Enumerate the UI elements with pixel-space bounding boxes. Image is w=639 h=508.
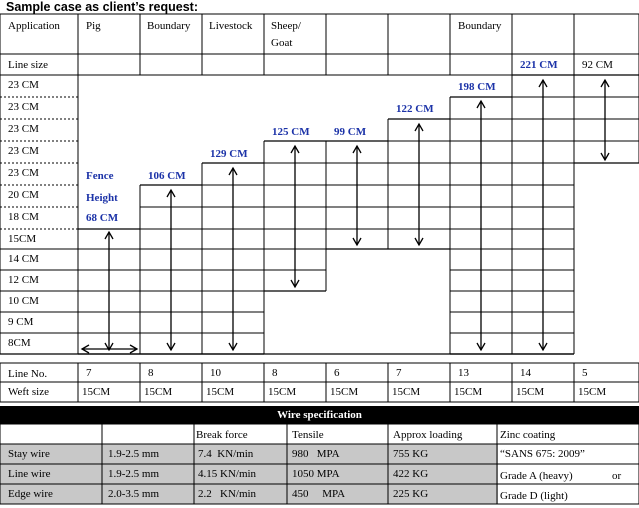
spec-cell: Line wire bbox=[8, 468, 51, 480]
row-label: 23 CM bbox=[8, 167, 39, 179]
row-label: 23 CM bbox=[8, 79, 39, 91]
spec-cell: 225 KG bbox=[393, 488, 429, 500]
height-value-sheep: 125 CM bbox=[272, 126, 310, 138]
line-no-value: 8 bbox=[148, 367, 154, 379]
col-header-7: Boundary bbox=[458, 20, 502, 32]
spec-cell: 2.2 KN/min bbox=[198, 488, 257, 500]
row-label: 20 CM bbox=[8, 189, 39, 201]
line-no-value: 6 bbox=[334, 367, 340, 379]
page-title: Sample case as client’s request: bbox=[6, 0, 198, 14]
row-label: 9 CM bbox=[8, 316, 34, 328]
weft-size-value: 15CM bbox=[392, 386, 421, 398]
col-header-3: Livestock bbox=[209, 20, 253, 32]
height-value-col9: 92 CM bbox=[582, 59, 613, 71]
line-no-value: 10 bbox=[210, 367, 221, 379]
spec-cell: 450 MPA bbox=[292, 488, 346, 500]
spec-cell: 755 KG bbox=[393, 448, 429, 460]
weft-size-value: 15CM bbox=[144, 386, 173, 398]
row-label: 23 CM bbox=[8, 145, 39, 157]
row-label: 15CM bbox=[8, 233, 37, 245]
row-label: 12 CM bbox=[8, 274, 39, 286]
col-header-4: Sheep/ Goat bbox=[271, 20, 301, 49]
spec-cell: 422 KG bbox=[393, 468, 429, 480]
height-value-col6: 122 CM bbox=[396, 103, 434, 115]
row-label: 23 CM bbox=[8, 123, 39, 135]
line-no-value: 7 bbox=[86, 367, 92, 379]
line-no-value: 13 bbox=[458, 367, 469, 379]
zinc-standard: “SANS 675: 2009” bbox=[500, 448, 585, 460]
height-value-pig: 68 CM bbox=[86, 212, 119, 224]
weft-size-value: 15CM bbox=[578, 386, 607, 398]
weft-size-value: 15CM bbox=[206, 386, 235, 398]
weft-size-value: 15CM bbox=[330, 386, 359, 398]
spec-cell: 7.4 KN/min bbox=[198, 448, 254, 460]
fence-label: Fence bbox=[86, 170, 114, 182]
height-value-col8: 221 CM bbox=[520, 59, 558, 71]
spec-header-approx-loading: Approx loading bbox=[393, 429, 463, 441]
line-no-value: 14 bbox=[520, 367, 531, 379]
zinc-grade-a: Grade A (heavy) bbox=[500, 470, 573, 482]
height-label: Height bbox=[86, 192, 118, 204]
zinc-or: or bbox=[612, 470, 622, 482]
height-value-col5: 99 CM bbox=[334, 126, 367, 138]
zinc-grade-d: Grade D (light) bbox=[500, 490, 568, 502]
weft-size-value: 15CM bbox=[268, 386, 297, 398]
spec-header-zinc-coating: Zinc coating bbox=[500, 429, 556, 441]
line-no-value: 8 bbox=[272, 367, 278, 379]
line-no-value: 7 bbox=[396, 367, 402, 379]
row-label: 18 CM bbox=[8, 211, 39, 223]
spec-cell: Stay wire bbox=[8, 448, 50, 460]
spec-cell: Edge wire bbox=[8, 488, 53, 500]
line-no-value: 5 bbox=[582, 367, 588, 379]
height-value-livestock: 129 CM bbox=[210, 148, 248, 160]
line-no-label: Line No. bbox=[8, 368, 48, 380]
spec-cell: 1050 MPA bbox=[292, 468, 340, 480]
spec-cell: 4.15 KN/min bbox=[198, 468, 257, 480]
col-header-2: Boundary bbox=[147, 20, 191, 32]
row-label: 8CM bbox=[8, 337, 31, 349]
spec-cell: 1.9-2.5 mm bbox=[108, 468, 160, 480]
col-header-1: Pig bbox=[86, 20, 101, 32]
weft-size-label: Weft size bbox=[8, 386, 49, 398]
spec-header-tensile: Tensile bbox=[292, 429, 324, 441]
spec-cell: 980 MPA bbox=[292, 448, 340, 460]
row-label: 14 CM bbox=[8, 253, 39, 265]
spec-cell: 1.9-2.5 mm bbox=[108, 448, 160, 460]
row-label: 23 CM bbox=[8, 101, 39, 113]
line-size-label: Line size bbox=[8, 59, 49, 71]
spec-cell: 2.0-3.5 mm bbox=[108, 488, 160, 500]
spec-header-break-force: Break force bbox=[196, 429, 248, 441]
weft-size-value: 15CM bbox=[454, 386, 483, 398]
application-label: Application bbox=[8, 20, 60, 32]
spec-title: Wire specification bbox=[0, 406, 639, 424]
weft-size-value: 15CM bbox=[82, 386, 111, 398]
height-value-boundary: 106 CM bbox=[148, 170, 186, 182]
weft-size-value: 15CM bbox=[516, 386, 545, 398]
height-value-boundary2: 198 CM bbox=[458, 81, 496, 93]
row-label: 10 CM bbox=[8, 295, 39, 307]
